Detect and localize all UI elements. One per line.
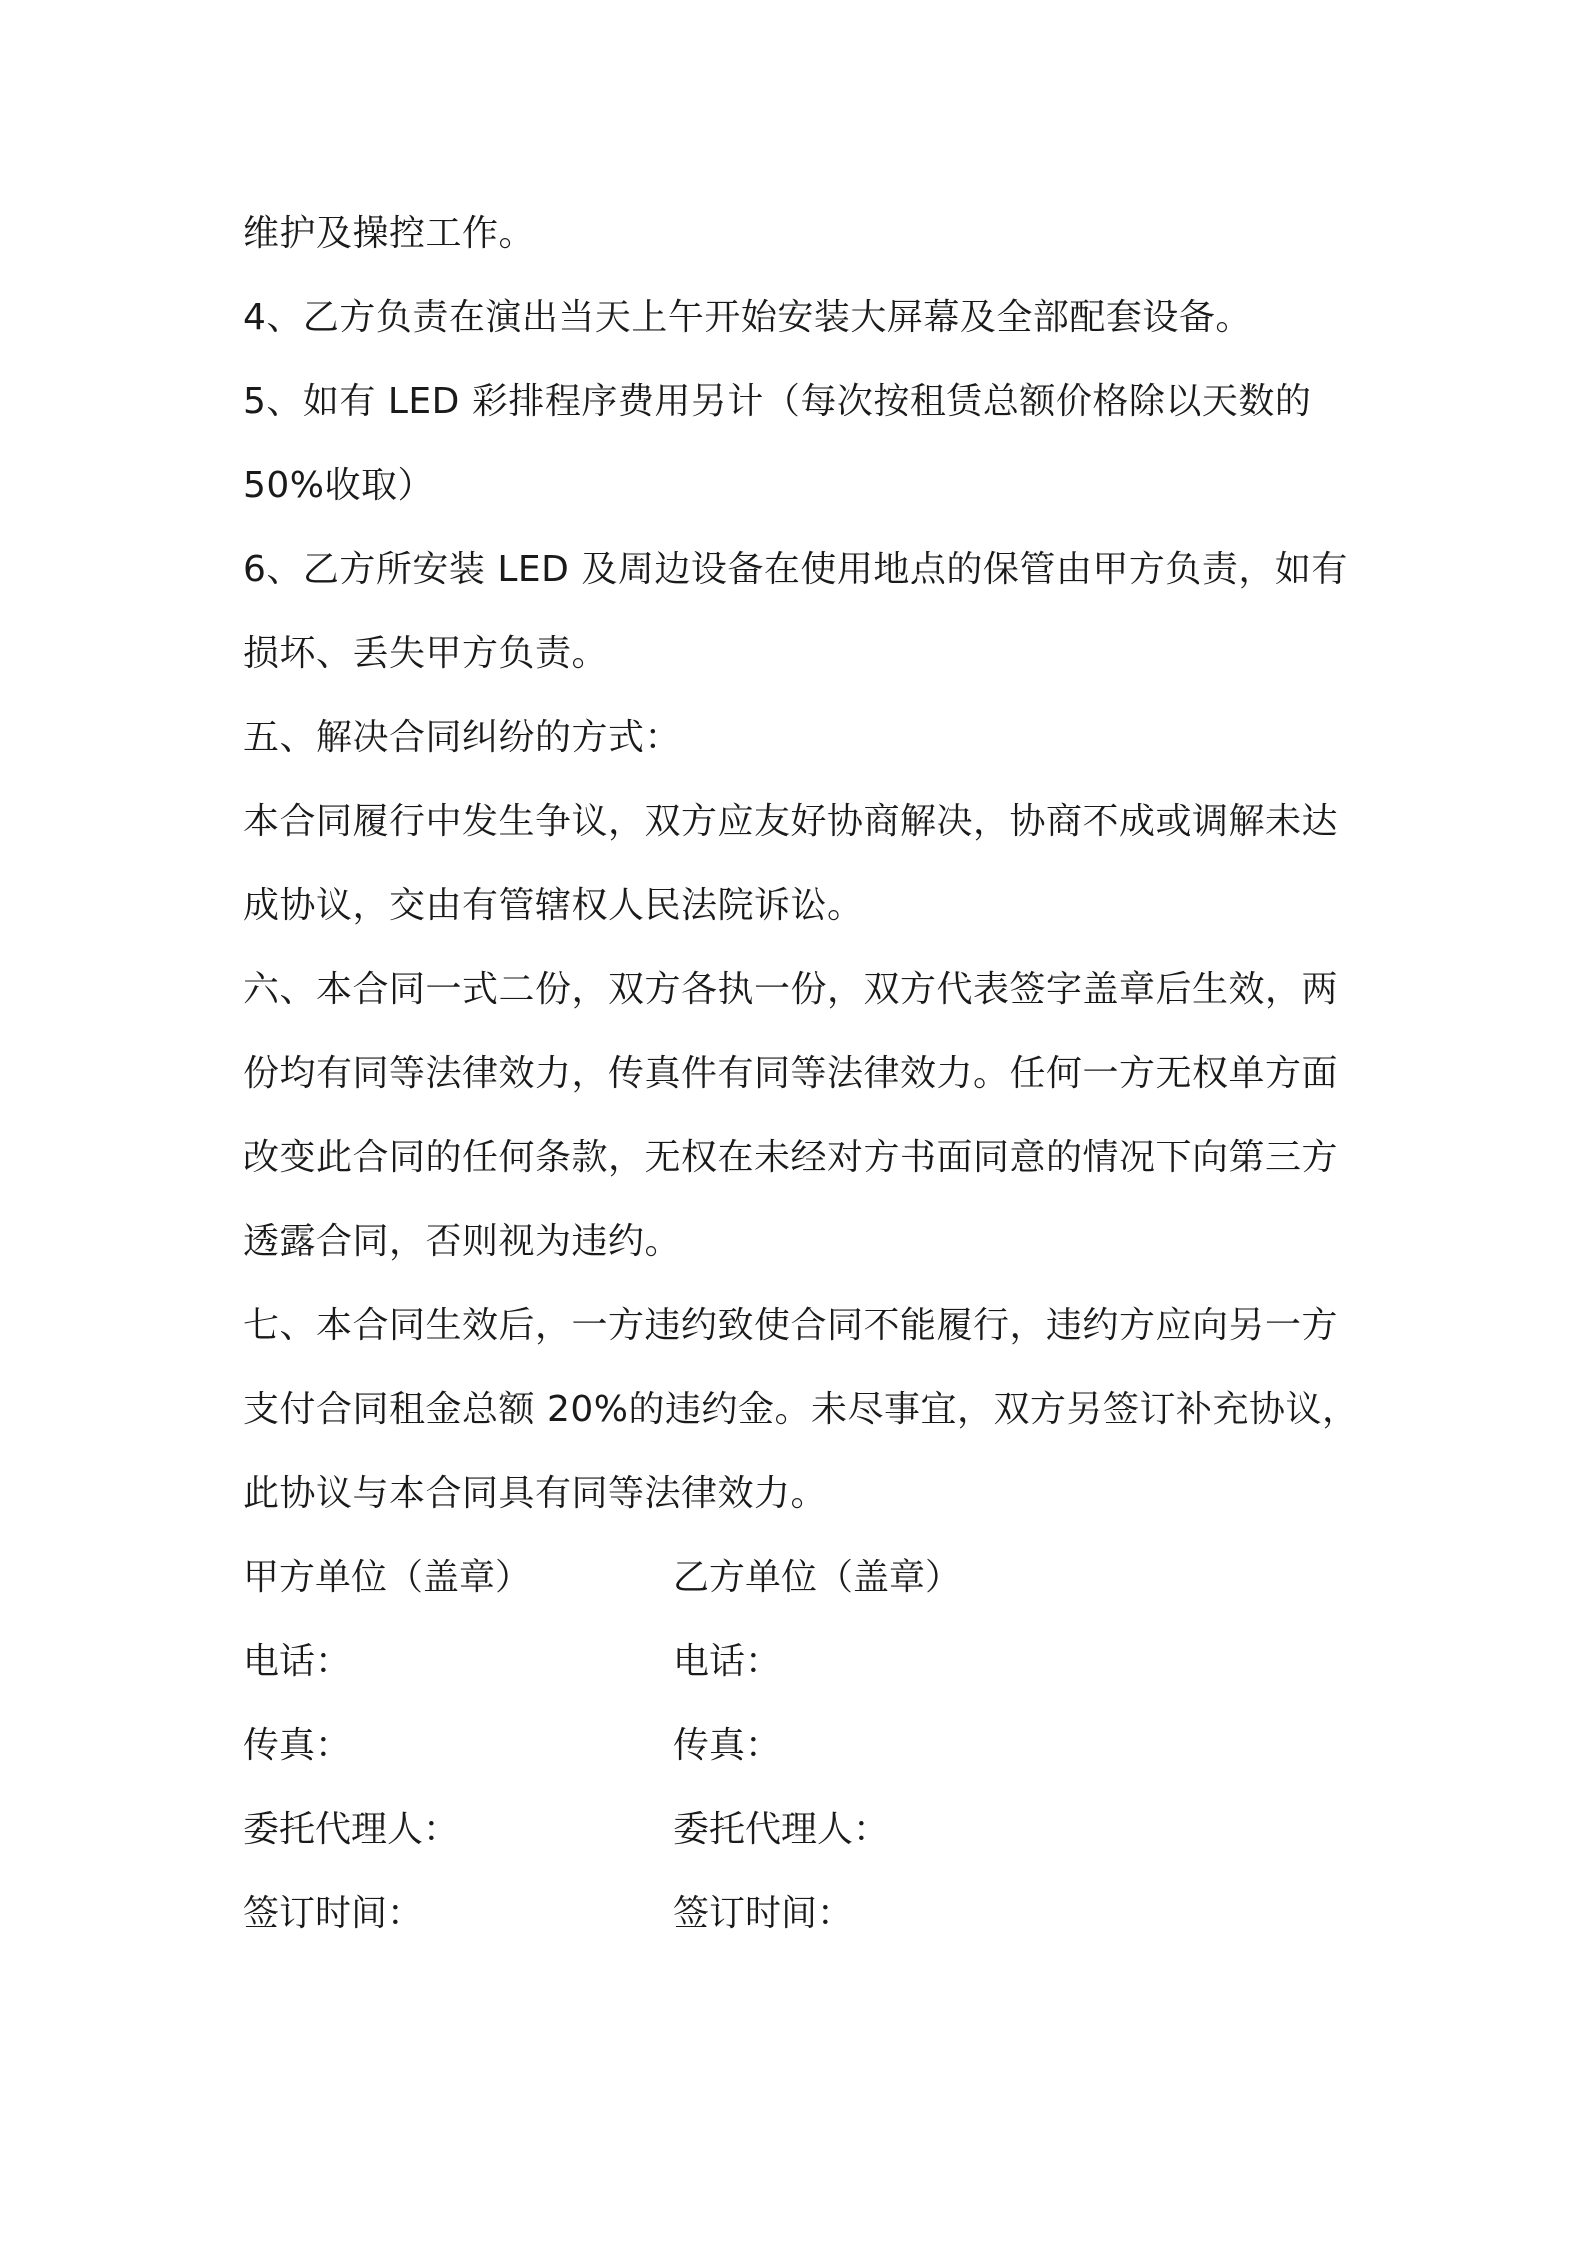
party-b-agent: 委托代理人： [673, 1809, 890, 1850]
body-line: 损坏、丢失甲方负责。 [243, 633, 609, 674]
body-line: 维护及操控工作。 [243, 213, 536, 254]
clause-5: 5、如有 LED 彩排程序费用另计（每次按租赁总额价格除以天数的 [243, 381, 1312, 422]
party-b-fax: 传真： [673, 1725, 782, 1766]
body-line: 50%收取） [243, 465, 435, 506]
party-a-phone: 电话： [243, 1641, 352, 1682]
section-6: 六、本合同一式二份，双方各执一份，双方代表签字盖章后生效，两 [243, 969, 1339, 1010]
section-heading-5: 五、解决合同纠纷的方式： [243, 717, 682, 758]
body-line: 改变此合同的任何条款，无权在未经对方书面同意的情况下向第三方 [243, 1137, 1339, 1178]
body-line: 成协议，交由有管辖权人民法院诉讼。 [243, 885, 864, 926]
signature-row-phone [243, 1620, 1353, 1704]
body-line: 份均有同等法律效力，传真件有同等法律效力。任何一方无权单方面 [243, 1053, 1339, 1094]
party-b-phone: 电话： [673, 1641, 782, 1682]
contract-body [243, 192, 1359, 1956]
party-a-unit: 甲方单位（盖章） [243, 1557, 532, 1598]
section-7: 七、本合同生效后，一方违约致使合同不能履行，违约方应向另一方 [243, 1305, 1339, 1346]
party-a-agent: 委托代理人： [243, 1809, 460, 1850]
party-a-date: 签订时间： [243, 1893, 424, 1934]
party-a-fax: 传真： [243, 1725, 352, 1766]
body-line: 支付合同租金总额 20%的违约金。未尽事宜，双方另签订补充协议， [243, 1389, 1359, 1430]
signature-row-fax [243, 1704, 1353, 1788]
signature-row-date [243, 1872, 1353, 1956]
body-line: 透露合同，否则视为违约。 [243, 1221, 682, 1262]
clause-6: 6、乙方所安装 LED 及周边设备在使用地点的保管由甲方负责，如有 [243, 549, 1348, 590]
body-line: 此协议与本合同具有同等法律效力。 [243, 1473, 828, 1514]
party-b-unit: 乙方单位（盖章） [673, 1557, 962, 1598]
party-b-date: 签订时间： [673, 1893, 854, 1934]
signature-row-unit [243, 1536, 1353, 1620]
body-line: 本合同履行中发生争议，双方应友好协商解决，协商不成或调解未达 [243, 801, 1339, 842]
signature-row-agent [243, 1788, 1353, 1872]
clause-4: 4、乙方负责在演出当天上午开始安装大屏幕及全部配套设备。 [243, 297, 1252, 338]
